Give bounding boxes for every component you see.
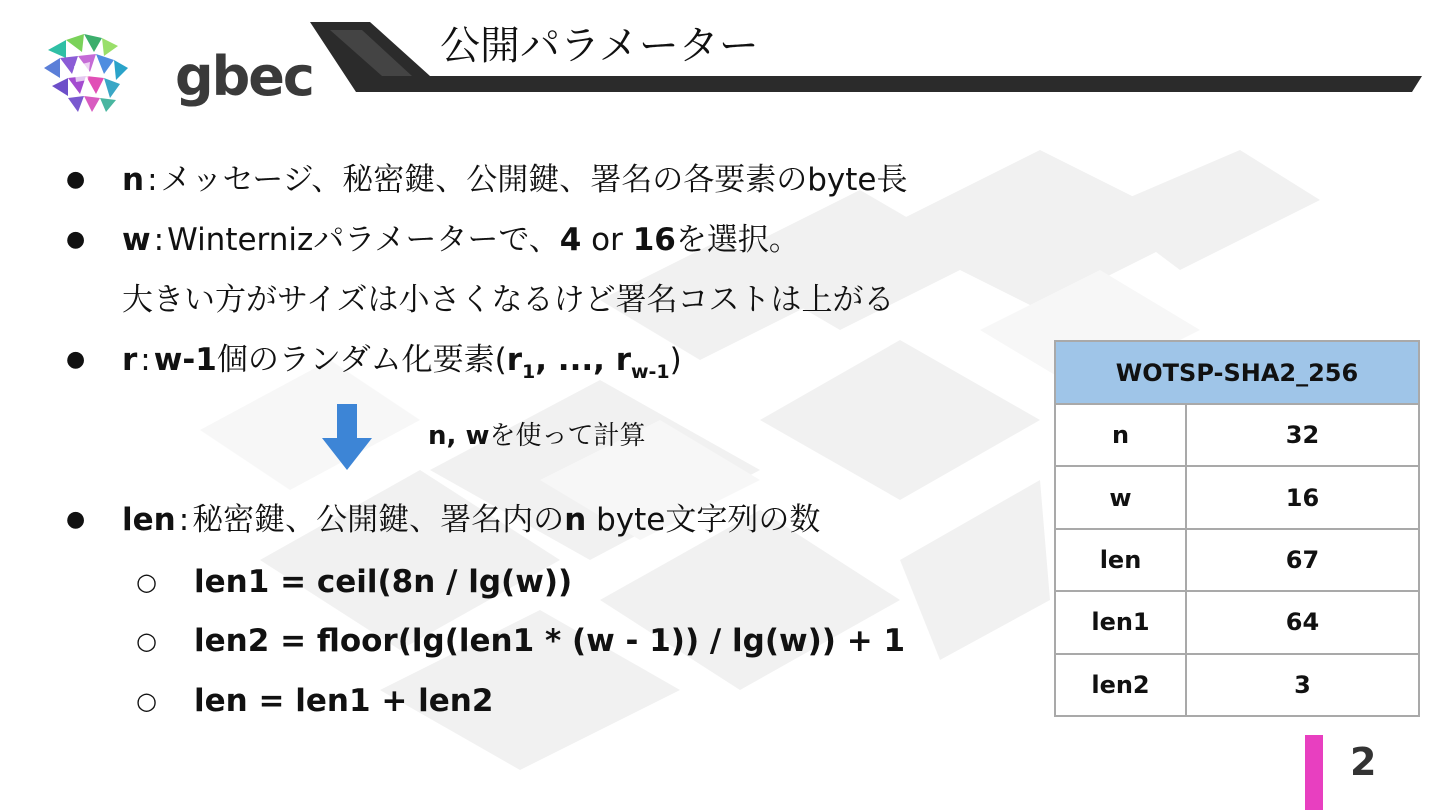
slide-title: 公開パラメーター (440, 23, 759, 69)
table-row (1055, 591, 1419, 653)
bullet-r (122, 340, 682, 384)
sub-bullet-glyph: ○ (136, 568, 157, 596)
bullet-w-text-2: or (581, 222, 633, 258)
table-cell-value: 32 (1186, 404, 1419, 466)
arrow-label (428, 418, 645, 454)
table-cell-value: 16 (1186, 466, 1419, 528)
bullet-len (122, 500, 820, 540)
sub-bullet-glyph: ○ (136, 627, 157, 655)
bullet-glyph: ● (66, 347, 86, 372)
r1-subscript: 1 (521, 361, 536, 383)
table-row (1055, 466, 1419, 528)
rw-subscript: w-1 (630, 361, 670, 383)
logo-wordmark: gbec (175, 45, 313, 108)
rw-base: r (615, 342, 631, 378)
formula-len: len = len1 + len2 (194, 683, 494, 719)
bullet-glyph: ● (66, 167, 86, 192)
table-cell-key: n (1055, 404, 1186, 466)
parameter-table (1054, 340, 1420, 717)
term-len: len (122, 502, 176, 538)
bullet-w-text-3: を選択。 (675, 222, 800, 258)
bullet-len-text-1: 秘密鍵、公開鍵、署名内の (192, 502, 565, 538)
w-value-a: 4 (559, 222, 582, 258)
bullet-w (122, 220, 800, 260)
separator: : (153, 222, 165, 258)
r-close-paren: ) (669, 342, 682, 378)
down-arrow-icon (322, 404, 372, 470)
r1-base: r (506, 342, 522, 378)
bullet-w-text-1: Winternizパラメーターで、 (167, 222, 560, 258)
table-cell-value: 64 (1186, 591, 1419, 653)
w-value-b: 16 (632, 222, 676, 258)
table-cell-value: 67 (1186, 529, 1419, 591)
table-header: WOTSP-SHA2_256 (1055, 341, 1419, 404)
bullet-glyph: ● (66, 227, 86, 252)
sub-bullet-glyph: ○ (136, 687, 157, 715)
bullet-w-continuation: 大きい方がサイズは小さくなるけど署名コストは上がる (122, 282, 895, 318)
table-row (1055, 654, 1419, 716)
bullet-r-text: 個のランダム化要素( (216, 342, 507, 378)
bullet-n (122, 160, 907, 200)
term-n: n (122, 162, 145, 198)
formula-len2: len2 = floor(lg(len1 * (w - 1)) / lg(w)) + 1 (194, 623, 906, 659)
len-value-n: n (564, 502, 587, 538)
bullet-n-text: メッセージ、秘密鍵、公開鍵、署名の各要素のbyte長 (160, 162, 908, 198)
arrow-label-text: を使って計算 (489, 421, 646, 451)
arrow-label-vars: n, w (428, 421, 490, 451)
separator: : (178, 502, 190, 538)
bullet-glyph: ● (66, 507, 86, 532)
table-header-row (1055, 341, 1419, 404)
table-row (1055, 404, 1419, 466)
page-number: 2 (1350, 740, 1377, 784)
term-r: r (122, 342, 138, 378)
table-cell-key: w (1055, 466, 1186, 528)
table-cell-key: len (1055, 529, 1186, 591)
term-w: w (122, 222, 151, 258)
r-count-expr: w-1 (153, 342, 217, 378)
accent-bar (1305, 735, 1323, 810)
separator: : (147, 162, 158, 198)
table-cell-value: 3 (1186, 654, 1419, 716)
bullet-len-text-2: byte文字列の数 (586, 502, 821, 538)
formula-len1: len1 = ceil(8n / lg(w)) (194, 564, 573, 600)
table-row (1055, 529, 1419, 591)
separator: : (140, 342, 151, 378)
r-ellipsis: , ..., (535, 342, 616, 378)
table-cell-key: len2 (1055, 654, 1186, 716)
table-cell-key: len1 (1055, 591, 1186, 653)
